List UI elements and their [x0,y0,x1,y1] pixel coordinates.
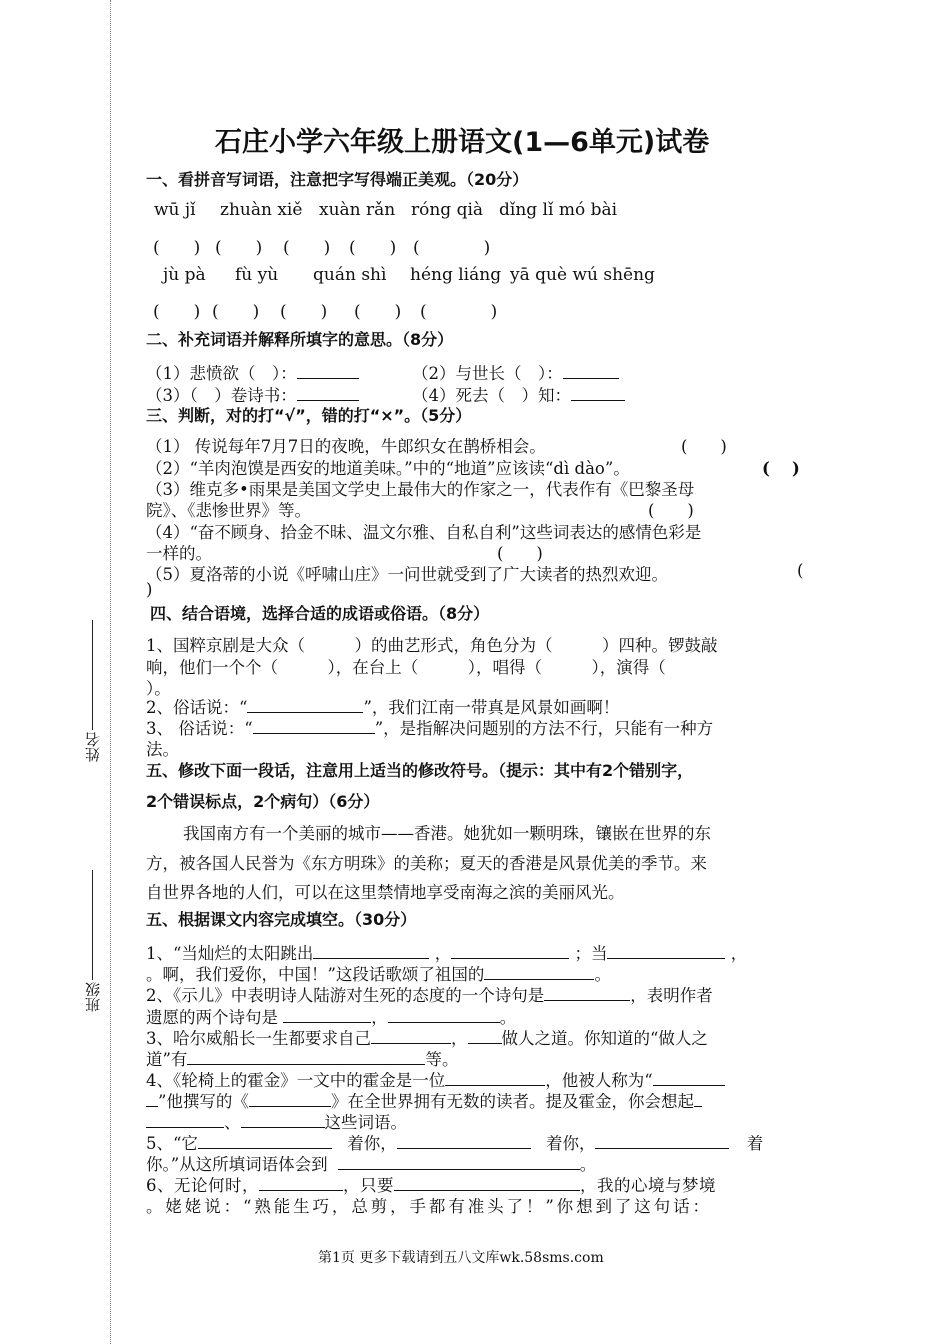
question-line: 3、 俗话说：“ ”，是指解决问题别的方法不行，只能有一种方 [146,719,714,738]
judge-mark[interactable]: ( [797,561,804,580]
answer-blank[interactable] [397,1132,531,1149]
fill-line: 2、《示儿》中表明诗人陆游对生死的态度的一个诗句是 ，表明作者 [146,986,713,1005]
judge-item: 一样的。 [146,544,212,563]
binding-margin-line [110,0,111,1344]
judge-mark[interactable]: ( ) [648,501,694,520]
answer-box[interactable]: ( ) [212,302,260,322]
fill-line: 4、《轮椅上的霍金》一文中的霍金是一位 ，他被人称为“ [146,1067,725,1091]
fill-line: 遗愿的两个诗句是 ， 。 [146,1008,517,1027]
answer-box[interactable]: ( ) [354,302,402,322]
fill-line: 5、“它 着你， 着你， 着 [146,1134,764,1153]
judge-item: （1） 传说每年7月7日的夜晚，牛郎织女在鹊桥相会。 [146,437,546,456]
question-line: 响，他们一个个（ ），在台上（ ），唱得（ ），演得（ [146,658,666,677]
fill-line: 。啊，我们爱你，中国！”这段话歌颂了祖国的 。 [146,965,611,984]
answer-blank[interactable] [388,1006,500,1023]
question-item: （2）与世长（ ）： [412,360,619,384]
pinyin: héng liáng [410,265,502,285]
fill-line: 3、哈尔威船长一生都要求自己 ， 做人之道。你知道的“做人之 [146,1029,708,1048]
fill-line: 道”有 等。 [146,1050,459,1069]
answer-blank[interactable] [283,1006,371,1023]
fill-line: 、 这些词语。 [146,1109,407,1133]
fill-line: 6、无论何时， ，只要 ，我的心境与梦境 [146,1176,716,1195]
answer-box[interactable]: ( ) [349,238,397,258]
section-5-heading-cont: 2个错误标点，2个病句）（6分） [146,792,380,811]
pinyin: zhuàn xiě [220,200,303,220]
fill-line: ”他撰写的《 》在全世界拥有无数的读者。提及霍金，你会想起 [146,1088,702,1112]
pinyin: quán shì [313,265,387,285]
passage-line: 自世界各地的人们，可以在这里禁情地享受南海之滨的美丽风光。 [146,883,625,902]
pinyin: róng qià [411,200,484,220]
answer-blank[interactable] [468,1027,502,1044]
answer-blank[interactable] [253,717,375,734]
answer-box[interactable]: ( ) [283,238,331,258]
answer-box[interactable]: ( ) [413,238,501,258]
answer-blank[interactable] [694,1090,702,1107]
answer-blank[interactable] [297,384,359,401]
answer-blank[interactable] [198,1132,332,1149]
pinyin: fù yù [235,265,279,285]
judge-item: 院》、《悲惨世界》等。 [146,501,311,520]
question-line: 1、国粹京剧是大众（ ）的曲艺形式，角色分为（ ）四种。锣鼓敲 [146,636,718,655]
answer-blank[interactable] [241,1111,325,1128]
judge-item: ) [146,580,153,599]
answer-blank[interactable] [544,984,630,1001]
section-5-heading: 五、修改下面一段话，注意用上适当的修改符号。（提示：其中有2个错别字， [146,761,694,780]
section-4-heading: 四、结合语境，选择合适的成语或俗语。（8分） [150,604,490,623]
answer-blank[interactable] [445,1069,545,1086]
section-6-heading: 五、根据课文内容完成填空。（30分） [146,910,417,929]
judge-mark[interactable]: ( ) [681,437,727,456]
question-line: 2、俗话说：“ ”，我们江南一带真是风景如画啊！ [146,698,620,717]
fill-line: 。姥姥说：“熟能生巧，总剪，手都有准头了！”你想到了这句话： [146,1197,712,1216]
pinyin: dǐng lǐ mó bài [499,200,618,220]
answer-blank[interactable] [571,384,625,401]
answer-box[interactable]: ( ) [215,238,263,258]
answer-box[interactable]: ( ) [153,238,201,258]
name-field [82,620,103,762]
pinyin: yā què wú shēng [510,265,655,285]
class-field [82,870,103,1012]
question-line: ）。 [146,679,171,698]
question-line: 法。 [146,740,179,759]
answer-blank[interactable] [371,1027,451,1044]
question-item: （1）悲愤欲（ ）： [146,360,359,384]
fill-line: 1、“当灿烂的太阳跳出 ， ；当 ， [146,944,748,963]
passage-line: 方，被各国人民誉为《东方明珠》的美称；夏天的香港是风景优美的季节。来 [146,854,707,873]
judge-mark[interactable]: ( ) [497,544,543,563]
judge-mark[interactable]: ( ) [762,459,800,478]
judge-item: （4）“奋不顾身、拾金不昧、温文尔雅、自私自利”这些词表达的感情色彩是 [146,523,702,542]
answer-blank[interactable] [563,362,619,379]
answer-blank[interactable] [146,1090,158,1107]
answer-blank[interactable] [146,1111,224,1128]
pinyin: wū jǐ [154,200,196,220]
answer-blank[interactable] [607,942,725,959]
answer-blank[interactable] [338,1153,580,1170]
answer-blank[interactable] [259,1174,343,1191]
answer-box[interactable]: ( ) [153,302,201,322]
answer-blank[interactable] [313,942,429,959]
fill-line: 你。”从这所填词语体会到 。 [146,1155,597,1174]
judge-item: （2）“羊肉泡馍是西安的地道美味。”中的“地道”应该读“dì dào”。 [146,459,630,478]
question-item: （3）（ ）卷诗书： [146,382,359,406]
pinyin: xuàn rǎn [319,200,396,220]
answer-blank[interactable] [187,1048,425,1065]
class-label: 班级 [84,982,102,1012]
name-label: 姓名 [84,732,102,762]
answer-box[interactable]: ( ) [420,302,508,322]
answer-blank[interactable] [653,1069,725,1086]
page-footer: 第1页 更多下载请到五八文库wk.58sms.com [318,1250,604,1266]
answer-blank[interactable] [249,1090,331,1107]
pinyin: jù pà [163,265,206,285]
question-item: （4）死去（ ）知： [412,382,625,406]
passage-line: 我国南方有一个美丽的城市——香港。她犹如一颗明珠，镶嵌在世界的东 [183,824,711,843]
answer-blank[interactable] [394,1174,580,1191]
page-title: 石庄小学六年级上册语文(1—6单元)试卷 [215,127,710,158]
answer-blank[interactable] [451,942,569,959]
answer-blank[interactable] [247,696,363,713]
judge-item: （5）夏洛蒂的小说《呼啸山庄》一问世就受到了广大读者的热烈欢迎。 [146,565,668,584]
answer-blank[interactable] [297,362,359,379]
answer-blank[interactable] [595,1132,729,1149]
answer-box[interactable]: ( ) [280,302,328,322]
answer-blank[interactable] [484,963,594,980]
section-1-heading: 一、看拼音写词语，注意把字写得端正美观。（20分） [146,170,529,189]
section-3-heading: 三、判断，对的打“√”，错的打“×”。（5分） [146,406,472,425]
section-2-heading: 二、补充词语并解释所填字的意思。（8分） [146,330,454,349]
judge-item: （3）维克多•雨果是美国文学史上最伟大的作家之一，代表作有《巴黎圣母 [146,480,695,499]
